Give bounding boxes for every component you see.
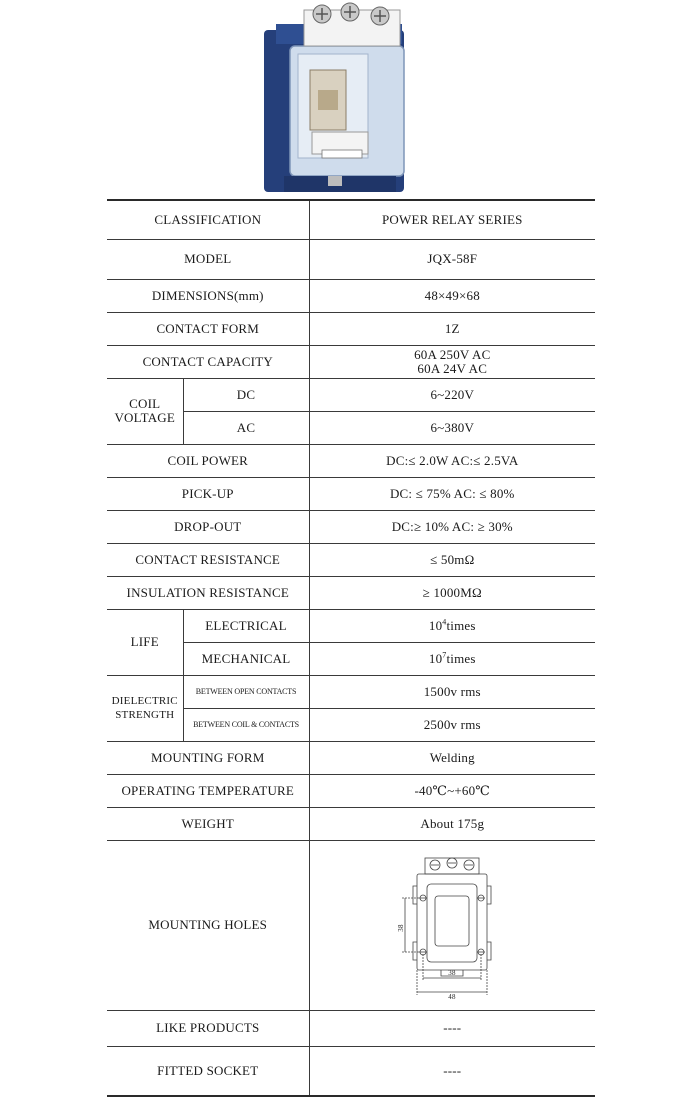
life-mechanical-base: 10 xyxy=(428,650,443,666)
contact-resistance-label: CONTACT RESISTANCE xyxy=(107,543,309,576)
mounting-form-label: MOUNTING FORM xyxy=(107,741,309,774)
mounting-holes-drawing-cell xyxy=(309,840,595,1010)
dimensions-label: DIMENSIONS(mm) xyxy=(107,279,309,312)
row-contact-resistance xyxy=(107,543,595,576)
life-mechanical-exponent: 7 xyxy=(442,650,447,660)
coil-voltage-label-line1: COIL xyxy=(129,396,161,411)
row-insulation-resistance xyxy=(107,576,595,609)
insulation-resistance-value: ≥ 1000MΩ xyxy=(309,576,595,609)
row-mounting-form xyxy=(107,741,595,774)
row-mounting-holes xyxy=(107,840,595,1010)
dim-outer-label: 48 xyxy=(448,993,456,1000)
weight-label: WEIGHT xyxy=(107,807,309,840)
dielectric-label xyxy=(107,675,183,741)
row-contact-capacity xyxy=(107,345,595,378)
row-fitted-socket xyxy=(107,1046,595,1096)
weight-value: About 175g xyxy=(309,807,595,840)
row-model xyxy=(107,239,595,279)
dimensions-value: 48×49×68 xyxy=(309,279,595,312)
coil-voltage-dc-value: 6~220V xyxy=(309,378,595,411)
operating-temperature-label: OPERATING TEMPERATURE xyxy=(107,774,309,807)
life-label: LIFE xyxy=(107,609,183,675)
row-life-electrical xyxy=(107,609,595,642)
coil-power-value: DC:≤ 2.0W AC:≤ 2.5VA xyxy=(309,444,595,477)
classification-label: CLASSIFICATION xyxy=(107,200,309,239)
mounting-holes-drawing xyxy=(397,850,507,1000)
dim-inner-label: 38 xyxy=(448,969,456,977)
model-label: MODEL xyxy=(107,239,309,279)
coil-voltage-ac-label: AC xyxy=(183,411,309,444)
life-electrical-exponent: 4 xyxy=(442,617,447,627)
row-coil-power xyxy=(107,444,595,477)
dielectric-label-line1: DIELECTRIC xyxy=(111,695,178,707)
contact-capacity-value xyxy=(309,345,595,378)
dielectric-open-value: 1500v rms xyxy=(309,675,595,708)
row-pick-up xyxy=(107,477,595,510)
life-electrical-value xyxy=(309,609,595,642)
mounting-holes-label: MOUNTING HOLES xyxy=(107,840,309,1010)
row-drop-out xyxy=(107,510,595,543)
row-dielectric-open xyxy=(107,675,595,708)
operating-temperature-value: -40℃~+60℃ xyxy=(309,774,595,807)
coil-voltage-label-line2: VOLTAGE xyxy=(114,410,176,425)
pick-up-label: PICK-UP xyxy=(107,477,309,510)
row-dimensions xyxy=(107,279,595,312)
row-operating-temperature xyxy=(107,774,595,807)
life-electrical-label: ELECTRICAL xyxy=(183,609,309,642)
drop-out-label: DROP-OUT xyxy=(107,510,309,543)
life-mechanical-label: MECHANICAL xyxy=(183,642,309,675)
row-like-products xyxy=(107,1010,595,1046)
dielectric-coil-value: 2500v rms xyxy=(309,708,595,741)
life-mechanical-value xyxy=(309,642,595,675)
coil-voltage-label xyxy=(107,378,183,444)
contact-capacity-line1: 60A 250V AC xyxy=(414,346,491,362)
row-classification xyxy=(107,200,595,239)
relay-product-photo xyxy=(258,0,418,196)
dim-vertical-label: 38 xyxy=(397,924,406,932)
row-weight xyxy=(107,807,595,840)
life-mechanical-unit: times xyxy=(446,650,476,666)
dielectric-label-line2: STRENGTH xyxy=(115,709,175,721)
dielectric-open-label: BETWEEN OPEN CONTACTS xyxy=(183,675,309,708)
row-coil-voltage-dc xyxy=(107,378,595,411)
contact-resistance-value: ≤ 50mΩ xyxy=(309,543,595,576)
life-electrical-base: 10 xyxy=(428,617,443,633)
coil-power-label: COIL POWER xyxy=(107,444,309,477)
coil-voltage-ac-value: 6~380V xyxy=(309,411,595,444)
classification-value: POWER RELAY SERIES xyxy=(309,200,595,239)
contact-capacity-label: CONTACT CAPACITY xyxy=(107,345,309,378)
drop-out-value: DC:≥ 10% AC: ≥ 30% xyxy=(309,510,595,543)
contact-capacity-line2: 60A 24V AC xyxy=(417,360,488,376)
fitted-socket-label: FITTED SOCKET xyxy=(107,1046,309,1096)
like-products-value: ---- xyxy=(309,1010,595,1046)
model-value: JQX-58F xyxy=(309,239,595,279)
contact-form-label: CONTACT FORM xyxy=(107,312,309,345)
contact-form-value: 1Z xyxy=(309,312,595,345)
life-electrical-unit: times xyxy=(446,617,476,633)
row-contact-form xyxy=(107,312,595,345)
coil-voltage-dc-label: DC xyxy=(183,378,309,411)
fitted-socket-value: ---- xyxy=(309,1046,595,1096)
mounting-form-value: Welding xyxy=(309,741,595,774)
insulation-resistance-label: INSULATION RESISTANCE xyxy=(107,576,309,609)
like-products-label: LIKE PRODUCTS xyxy=(107,1010,309,1046)
dielectric-coil-label: BETWEEN COIL & CONTACTS xyxy=(183,708,309,741)
specification-table xyxy=(107,199,595,1097)
pick-up-value: DC: ≤ 75% AC: ≤ 80% xyxy=(309,477,595,510)
